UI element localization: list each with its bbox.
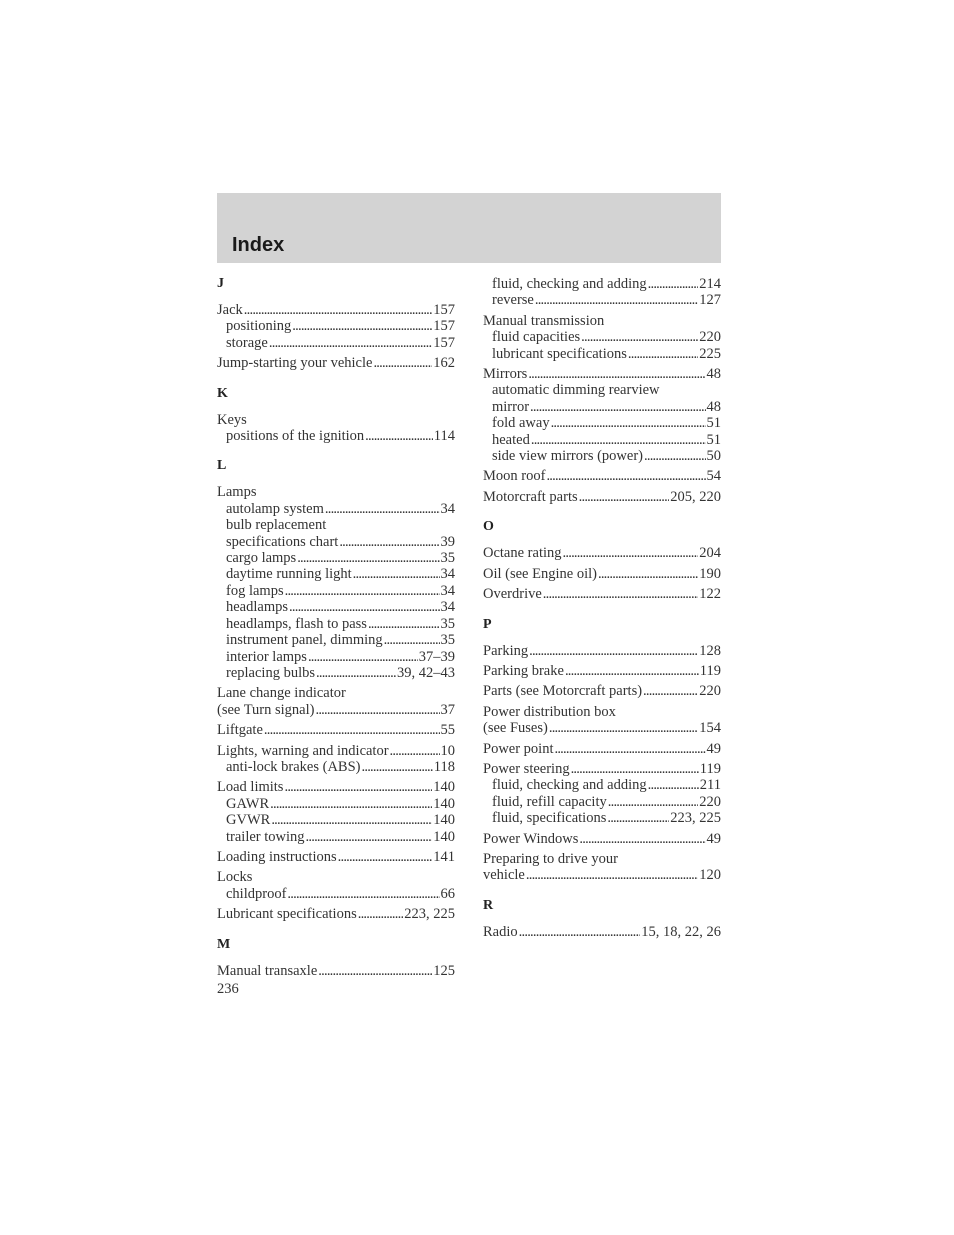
dot-leader — [373, 355, 432, 371]
entry-text: fluid, checking and adding — [492, 276, 647, 292]
dot-leader — [289, 599, 439, 615]
page-reference: 122 — [699, 586, 721, 603]
dot-leader — [271, 812, 432, 828]
index-entry-line — [483, 851, 721, 867]
index-subentry — [217, 428, 455, 444]
index-entry-line — [483, 545, 721, 561]
index-entry-line — [483, 663, 721, 679]
dot-leader — [244, 302, 432, 318]
index-entry-line — [217, 906, 455, 922]
page-reference: 220 — [699, 793, 721, 810]
index-subentry — [483, 346, 721, 362]
index-column-right — [483, 276, 721, 954]
index-entry — [217, 743, 455, 776]
page-reference: 225 — [699, 345, 721, 362]
entry-text: headlamps, flash to pass — [226, 615, 367, 632]
page-reference: 214 — [699, 276, 721, 292]
dot-leader — [546, 468, 705, 484]
page-reference: 140 — [433, 828, 455, 845]
page-reference: 34 — [440, 500, 455, 517]
page-reference: 190 — [699, 565, 721, 582]
entry-text: fold away — [492, 415, 550, 432]
page-reference: 50 — [706, 448, 721, 465]
entry-text: Jack — [217, 302, 243, 318]
entry-text: Parking — [483, 642, 529, 659]
entry-text: side view mirrors (power) — [492, 448, 643, 465]
index-entry-line — [483, 489, 721, 505]
index-entry — [217, 906, 455, 922]
index-subentry — [217, 517, 455, 533]
page-reference: 157 — [433, 302, 455, 318]
dot-leader — [529, 643, 698, 659]
entry-text: storage — [226, 334, 268, 351]
entry-text: Parking brake — [483, 662, 564, 679]
index-subentry — [483, 810, 721, 826]
index-entry — [483, 741, 721, 757]
page-reference: 48 — [706, 398, 721, 415]
page-reference: 157 — [433, 334, 455, 351]
page-header — [217, 193, 721, 263]
dot-leader — [579, 489, 670, 505]
page-reference: 119 — [699, 662, 721, 679]
entry-text: Lamps — [217, 484, 257, 501]
index-entry — [483, 683, 721, 699]
index-subentry — [217, 599, 455, 615]
page-reference: 37–39 — [418, 648, 455, 665]
entry-text: replacing bulbs — [226, 664, 315, 681]
page-reference: 119 — [699, 760, 721, 777]
section-letter: R — [483, 897, 494, 913]
entry-text: autolamp system — [226, 500, 324, 517]
section-letter: L — [217, 458, 227, 474]
entry-text: daytime running light — [226, 566, 352, 583]
entry-text: fluid, checking and adding — [492, 777, 647, 794]
index-entry — [483, 489, 721, 505]
entry-text: Locks — [217, 869, 253, 886]
entry-text: reverse — [492, 292, 534, 309]
index-entry-line — [483, 366, 721, 382]
entry-text: Lubricant specifications — [217, 906, 357, 923]
index-subentry — [217, 759, 455, 775]
page-reference: 223, 225 — [670, 810, 721, 827]
entry-text: Oil (see Engine oil) — [483, 565, 597, 582]
index-entry-line — [483, 704, 721, 720]
index-entry-line — [483, 741, 721, 757]
index-subentry — [483, 415, 721, 431]
index-subentry — [217, 335, 455, 351]
dot-leader — [365, 428, 433, 444]
dot-leader — [362, 759, 433, 775]
page-reference: 140 — [433, 795, 455, 812]
entry-text: trailer towing — [226, 828, 305, 845]
entry-text: Lights, warning and indicator — [217, 742, 389, 759]
dot-leader — [648, 276, 699, 292]
entry-text: cargo lamps — [226, 550, 297, 567]
page-reference: 127 — [699, 292, 721, 309]
dot-leader — [519, 924, 641, 940]
dot-leader — [643, 683, 698, 699]
index-entry-line — [217, 355, 455, 371]
index-entry-line — [217, 743, 455, 759]
index-entry — [483, 586, 721, 602]
page-reference: 34 — [440, 582, 455, 599]
index-entry-line — [217, 849, 455, 865]
index-entry — [483, 704, 721, 737]
page-reference: 205, 220 — [670, 488, 721, 505]
index-entry-line — [217, 685, 455, 701]
entry-text: Motorcraft parts — [483, 488, 578, 505]
section-letter: M — [217, 936, 231, 952]
index-subentry — [217, 829, 455, 845]
dot-leader — [339, 534, 439, 550]
index-entry — [483, 924, 721, 940]
dot-leader — [316, 665, 396, 681]
dot-leader — [308, 649, 418, 665]
dot-leader — [353, 566, 440, 582]
index-subentry — [217, 886, 455, 902]
entry-text: mirror — [492, 398, 530, 415]
index-subentry — [483, 399, 721, 415]
entry-text: Overdrive — [483, 586, 542, 603]
dot-leader — [264, 722, 440, 738]
section-letter: K — [217, 385, 228, 401]
page-reference: 34 — [440, 599, 455, 616]
index-entry-line — [217, 412, 455, 428]
page-title: Index — [232, 234, 285, 256]
entry-text: Power distribution box — [483, 703, 616, 720]
page-reference: 211 — [699, 777, 721, 794]
page-reference: 220 — [699, 683, 721, 700]
dot-leader — [384, 632, 440, 648]
index-subentry — [217, 616, 455, 632]
index-entry — [217, 849, 455, 865]
entry-text: heated — [492, 431, 530, 448]
index-subentry — [217, 665, 455, 681]
dot-leader — [528, 366, 705, 382]
page-reference: 154 — [699, 720, 721, 737]
entry-text: (see Turn signal) — [217, 701, 315, 718]
entry-text: GAWR — [226, 795, 270, 812]
dot-leader — [571, 761, 699, 777]
page-reference: 162 — [433, 355, 455, 372]
dot-leader — [269, 335, 432, 351]
dot-leader — [287, 886, 439, 902]
page-reference: 125 — [433, 962, 455, 979]
page-reference: 66 — [440, 885, 455, 902]
entry-text: Keys — [217, 411, 247, 428]
page-reference: 204 — [699, 545, 721, 562]
dot-leader — [270, 796, 432, 812]
index-subentry — [217, 649, 455, 665]
entry-text: headlamps — [226, 599, 289, 616]
entry-text: Liftgate — [217, 722, 263, 739]
entry-text: Parts (see Motorcraft parts) — [483, 683, 643, 700]
index-entry-line — [217, 779, 455, 795]
page-reference: 128 — [699, 642, 721, 659]
entry-text: Load limits — [217, 779, 284, 796]
index-entry — [217, 963, 455, 979]
index-entry — [217, 412, 455, 445]
index-entry-line — [483, 313, 721, 329]
index-entry-line — [483, 566, 721, 582]
dot-leader — [292, 318, 432, 334]
entry-text: Jump-starting your vehicle — [217, 355, 373, 372]
dot-leader — [315, 702, 439, 718]
index-subentry — [483, 276, 721, 292]
index-entry-line — [217, 302, 455, 318]
entry-text: Power steering — [483, 760, 570, 777]
index-entry — [217, 722, 455, 738]
dot-leader — [554, 741, 705, 757]
index-entry-line — [483, 586, 721, 602]
entry-text: fluid capacities — [492, 329, 581, 346]
entry-text: automatic dimming rearview — [492, 382, 660, 399]
index-subentry — [217, 583, 455, 599]
index-entry-line — [217, 869, 455, 885]
dot-leader — [530, 399, 705, 415]
dot-leader — [549, 720, 698, 736]
dot-leader — [581, 329, 698, 345]
entry-text: Radio — [483, 923, 518, 940]
dot-leader — [526, 867, 698, 883]
dot-leader — [563, 545, 699, 561]
index-subentry — [483, 292, 721, 308]
index-entry — [483, 545, 721, 561]
dot-leader — [579, 831, 705, 847]
index-subentry — [217, 550, 455, 566]
entry-text: Moon roof — [483, 468, 546, 485]
index-entry — [483, 851, 721, 884]
page-reference: 34 — [440, 566, 455, 583]
index-subentry — [483, 432, 721, 448]
index-subentry — [217, 501, 455, 517]
index-subentry — [483, 329, 721, 345]
page-reference: 48 — [706, 366, 721, 383]
index-subentry — [217, 812, 455, 828]
page-reference: 35 — [440, 632, 455, 649]
dot-leader — [535, 292, 698, 308]
index-entry — [217, 302, 455, 351]
page-reference: 39 — [440, 533, 455, 550]
index-entry-line — [217, 702, 455, 718]
index-entry — [483, 643, 721, 659]
index-entry-line — [217, 722, 455, 738]
section-letter: P — [483, 616, 492, 632]
page-reference: 51 — [706, 431, 721, 448]
section-letter: J — [217, 276, 224, 291]
dot-leader — [358, 906, 404, 922]
page-reference: 35 — [440, 615, 455, 632]
entry-text: Mirrors — [483, 366, 528, 383]
index-entry — [483, 761, 721, 827]
entry-text: bulb replacement — [226, 517, 327, 534]
index-entry-line — [217, 484, 455, 500]
page-reference: 223, 225 — [404, 906, 455, 923]
section-letter: O — [483, 519, 494, 535]
page-reference: 15, 18, 22, 26 — [641, 923, 721, 940]
index-column-left — [217, 276, 455, 993]
entry-text: lubricant specifications — [492, 345, 627, 362]
index-entry — [217, 779, 455, 845]
dot-leader — [607, 810, 669, 826]
index-entry — [217, 869, 455, 902]
dot-leader — [628, 346, 698, 362]
index-subentry — [217, 796, 455, 812]
page-reference: 140 — [433, 779, 455, 796]
entry-text: Preparing to drive your — [483, 850, 618, 867]
dot-leader — [284, 779, 432, 795]
index-entry — [483, 831, 721, 847]
dot-leader — [318, 963, 432, 979]
dot-leader — [285, 583, 440, 599]
index-subentry — [483, 777, 721, 793]
dot-leader — [565, 663, 699, 679]
index-entry — [217, 685, 455, 718]
entry-text: Loading instructions — [217, 848, 337, 865]
index-subentry — [217, 566, 455, 582]
index-entry-line — [483, 643, 721, 659]
page-reference: 141 — [433, 848, 455, 865]
page-reference: 140 — [433, 812, 455, 829]
page-reference: 120 — [699, 867, 721, 884]
entry-text: interior lamps — [226, 648, 307, 665]
entry-text: Lane change indicator — [217, 685, 346, 702]
index-entry — [483, 566, 721, 582]
index-subentry — [217, 632, 455, 648]
page-reference: 118 — [433, 758, 455, 775]
page-number: 236 — [217, 981, 239, 997]
index-subentry — [483, 448, 721, 464]
entry-text: vehicle — [483, 867, 525, 884]
dot-leader — [598, 566, 698, 582]
index-entry-line — [483, 761, 721, 777]
index-entry — [483, 276, 721, 309]
index-entry — [483, 366, 721, 464]
entry-text: Power Windows — [483, 830, 579, 847]
index-entry-line — [483, 831, 721, 847]
page-reference: 51 — [706, 415, 721, 432]
dot-leader — [297, 550, 439, 566]
page-reference: 220 — [699, 329, 721, 346]
page-reference: 114 — [433, 428, 455, 445]
entry-text: Manual transmission — [483, 312, 605, 329]
page-reference: 39, 42–43 — [397, 664, 455, 681]
index-entry-line — [483, 867, 721, 883]
page-reference: 35 — [440, 550, 455, 567]
dot-leader — [390, 743, 440, 759]
entry-text: fog lamps — [226, 582, 284, 599]
index-entry — [483, 313, 721, 362]
page-reference: 49 — [706, 740, 721, 757]
entry-text: Octane rating — [483, 545, 562, 562]
index-subentry — [217, 318, 455, 334]
dot-leader — [543, 586, 698, 602]
page-reference: 55 — [440, 722, 455, 739]
index-entry — [217, 355, 455, 371]
index-subentry — [217, 534, 455, 550]
entry-text: GVWR — [226, 812, 271, 829]
dot-leader — [608, 794, 699, 810]
index-subentry — [483, 382, 721, 398]
dot-leader — [325, 501, 440, 517]
entry-text: fluid, refill capacity — [492, 793, 607, 810]
dot-leader — [531, 432, 706, 448]
page-reference: 10 — [440, 742, 455, 759]
dot-leader — [551, 415, 706, 431]
entry-text: Power point — [483, 740, 554, 757]
page-reference: 157 — [433, 318, 455, 335]
index-entry — [217, 484, 455, 681]
index-entry-line — [483, 683, 721, 699]
entry-text: (see Fuses) — [483, 720, 548, 737]
page-reference: 49 — [706, 830, 721, 847]
page-reference: 37 — [440, 701, 455, 718]
entry-text: anti-lock brakes (ABS) — [226, 758, 361, 775]
dot-leader — [338, 849, 433, 865]
page-reference: 54 — [706, 468, 721, 485]
entry-text: instrument panel, dimming — [226, 632, 383, 649]
index-subentry — [483, 794, 721, 810]
entry-text: fluid, specifications — [492, 810, 607, 827]
index-entry-line — [217, 963, 455, 979]
index-entry — [483, 468, 721, 484]
index-entry — [483, 663, 721, 679]
entry-text: positioning — [226, 318, 292, 335]
index-entry-line — [483, 468, 721, 484]
index-entry-line — [483, 720, 721, 736]
dot-leader — [644, 448, 706, 464]
entry-text: positions of the ignition — [226, 428, 365, 445]
dot-leader — [306, 829, 433, 845]
dot-leader — [648, 777, 699, 793]
entry-text: specifications chart — [226, 533, 339, 550]
entry-text: childproof — [226, 885, 287, 902]
dot-leader — [368, 616, 440, 632]
index-entry-line — [483, 924, 721, 940]
entry-text: Manual transaxle — [217, 962, 318, 979]
